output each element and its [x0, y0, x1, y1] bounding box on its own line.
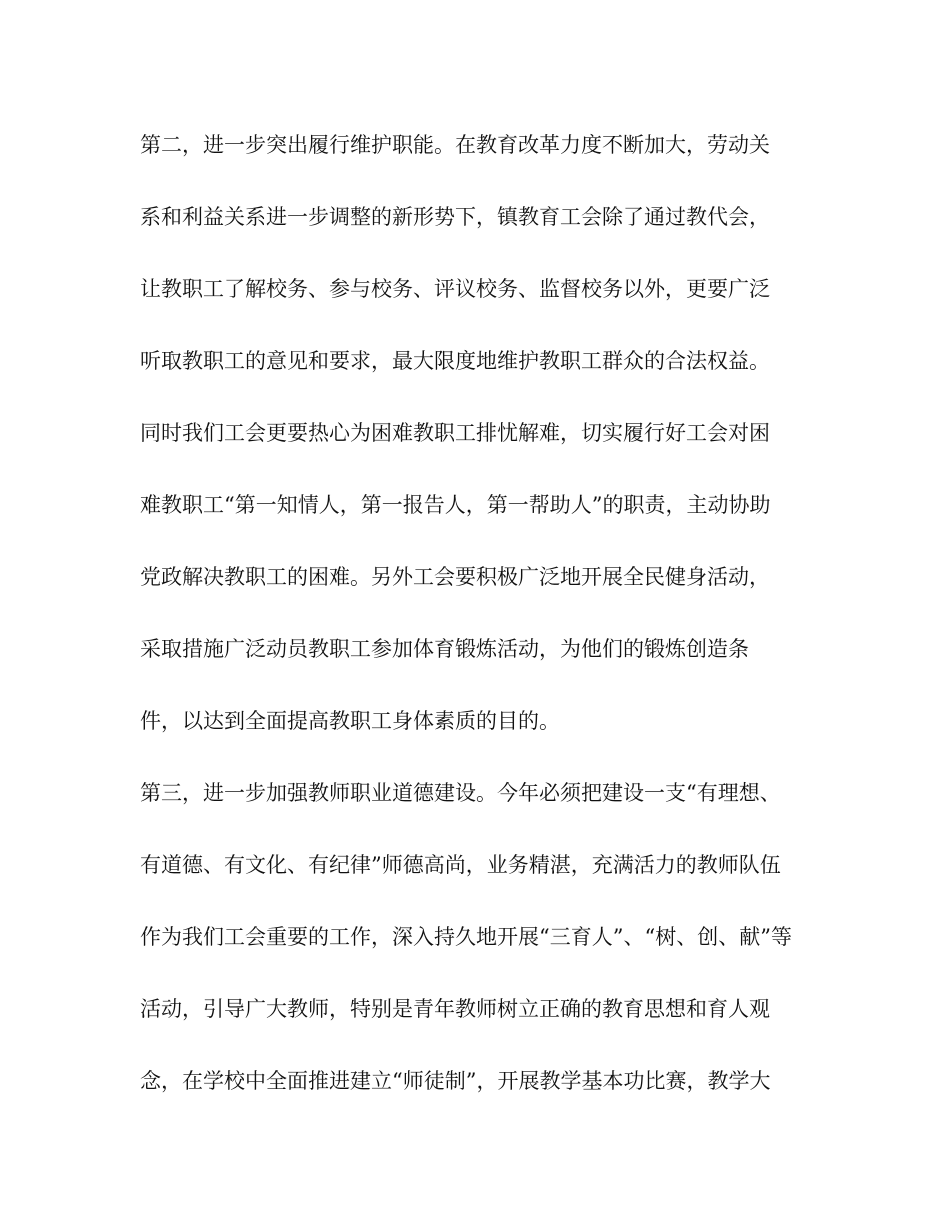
text-line-11: 有道德、有文化、有纪律”师德高尚，业务精湛，充满活力的教师队伍 — [140, 853, 781, 877]
text-line-5: 同时我们工会更要热心为困难教职工排忧解难，切实履行好工会对困 — [140, 421, 770, 445]
text-line-10: 第三，进一步加强教师职业道德建设。今年必须把建设一支“有理想、 — [140, 781, 781, 805]
text-line-3: 让教职工了解校务、参与校务、评议校务、监督校务以外，更要广泛 — [140, 277, 770, 301]
text-line-2: 系和利益关系进一步调整的新形势下，镇教育工会除了通过教代会， — [140, 205, 770, 229]
text-line-13: 活动，引导广大教师，特别是青年教师树立正确的教育思想和育人观 — [140, 997, 770, 1021]
text-line-7: 党政解决教职工的困难。另外工会要积极广泛地开展全民健身活动， — [140, 565, 770, 589]
text-line-8: 采取措施广泛动员教职工参加体育锻炼活动，为他们的锻炼创造条 — [140, 637, 749, 661]
text-line-9: 件，以达到全面提高教职工身体素质的目的。 — [140, 709, 560, 733]
text-line-14: 念，在学校中全面推进建立“师徒制”，开展教学基本功比赛，教学大 — [140, 1069, 771, 1093]
text-line-1: 第二，进一步突出履行维护职能。在教育改革力度不断加大，劳动关 — [140, 133, 770, 157]
text-line-6: 难教职工“第一知情人，第一报告人，第一帮助人”的职责，主动协助 — [140, 493, 771, 517]
text-line-4: 听取教职工的意见和要求，最大限度地维护教职工群众的合法权益。 — [140, 349, 770, 373]
text-line-12: 作为我们工会重要的工作，深入持久地开展“三育人”、“树、创、献”等 — [140, 925, 792, 949]
